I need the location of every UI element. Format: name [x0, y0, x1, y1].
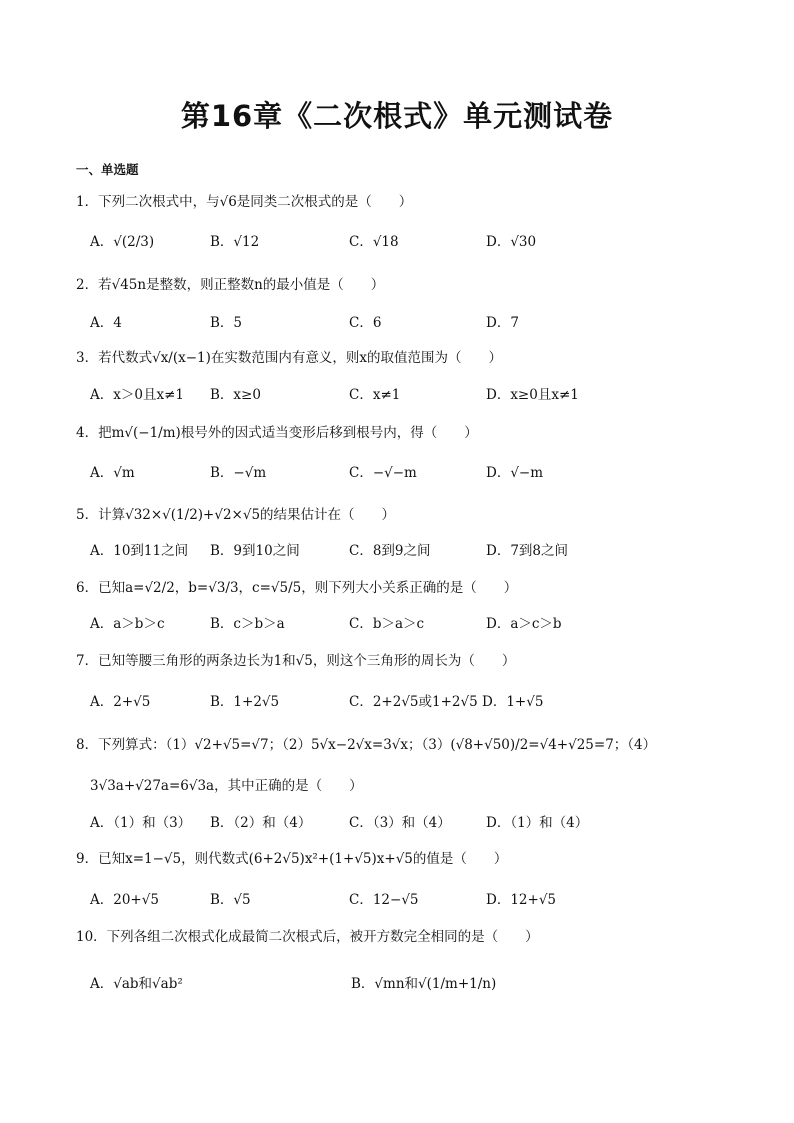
- option-b[interactable]: B．√mn和√(1/m+1/n): [351, 976, 497, 992]
- option-d[interactable]: D．7到8之间: [486, 543, 569, 559]
- question-5: 5．计算√32×√(1/2)+√2×√5的结果估计在（ ）: [76, 507, 396, 523]
- option-d[interactable]: D．（1）和（4）: [486, 815, 589, 831]
- question-8: 8．下列算式：（1）√2+√5=√7；（2）5√x−2√x=3√x；（3）(√8+√50)/2=√4+√25=7；（4）: [76, 737, 657, 753]
- option-d[interactable]: D．12+√5: [486, 892, 557, 908]
- option-b[interactable]: B．√5: [210, 892, 251, 908]
- option-c[interactable]: C．6: [349, 315, 382, 331]
- option-b[interactable]: B．c＞b＞a: [210, 616, 285, 632]
- option-c[interactable]: C．√18: [349, 234, 399, 250]
- option-d[interactable]: D．√30: [486, 234, 537, 250]
- option-d[interactable]: D．7: [486, 315, 519, 331]
- option-a[interactable]: A．20+√5: [90, 892, 159, 908]
- question-3: 3．若代数式√x/(x−1)在实数范围内有意义，则x的取值范围为（ ）: [76, 350, 503, 366]
- page-title: 第16章《二次根式》单元测试卷: [180, 99, 614, 133]
- option-a[interactable]: A．2+√5: [90, 694, 151, 710]
- question-1: 1．下列二次根式中，与√6是同类二次根式的是（ ）: [76, 194, 413, 210]
- option-c[interactable]: C．8到9之间: [349, 543, 431, 559]
- section-heading: 一、单选题: [76, 162, 139, 177]
- option-c[interactable]: C．2+2√5或1+2√5: [349, 694, 478, 710]
- option-a[interactable]: A．（1）和（3）: [90, 815, 192, 831]
- option-d[interactable]: D．1+√5: [482, 694, 544, 710]
- option-a[interactable]: A．√ab和√ab²: [90, 976, 183, 992]
- option-a[interactable]: A．4: [90, 315, 122, 331]
- option-c[interactable]: C．−√−m: [349, 465, 417, 481]
- question-4: 4．把m√(−1/m)根号外的因式适当变形后移到根号内，得（ ）: [76, 425, 478, 441]
- question-2: 2．若√45n是整数，则正整数n的最小值是（ ）: [76, 277, 385, 293]
- option-a[interactable]: A．√(2/3): [90, 234, 155, 250]
- option-b[interactable]: B．1+2√5: [210, 694, 280, 710]
- option-d[interactable]: D．x≥0且x≠1: [486, 387, 579, 403]
- option-b[interactable]: B．−√m: [210, 465, 267, 481]
- option-c[interactable]: C．（3）和（4）: [349, 815, 451, 831]
- question-6: 6．已知a=√2/2，b=√3/3，c=√5/5，则下列大小关系正确的是（ ）: [76, 580, 518, 596]
- option-c[interactable]: C．12−√5: [349, 892, 419, 908]
- option-b[interactable]: B．5: [210, 315, 243, 331]
- option-c[interactable]: C．x≠1: [349, 387, 401, 403]
- question-7: 7．已知等腰三角形的两条边长为1和√5，则这个三角形的周长为（ ）: [76, 653, 516, 669]
- option-b[interactable]: B．（2）和（4）: [210, 815, 312, 831]
- option-d[interactable]: D．a＞c＞b: [486, 616, 562, 632]
- option-b[interactable]: B．x≥0: [210, 387, 261, 403]
- question-10: 10．下列各组二次根式化成最简二次根式后，被开方数完全相同的是（ ）: [76, 929, 539, 945]
- option-c[interactable]: C．b＞a＞c: [349, 616, 425, 632]
- option-b[interactable]: B．9到10之间: [210, 543, 300, 559]
- option-a[interactable]: A．a＞b＞c: [90, 616, 165, 632]
- option-d[interactable]: D．√−m: [486, 465, 544, 481]
- option-a[interactable]: A．x＞0且x≠1: [90, 387, 184, 403]
- option-a[interactable]: A．10到11之间: [90, 543, 189, 559]
- question-8-continued: 3√3a+√27a=6√3a，其中正确的是（ ）: [90, 778, 363, 794]
- option-a[interactable]: A．√m: [90, 465, 135, 481]
- option-b[interactable]: B．√12: [210, 234, 260, 250]
- question-9: 9．已知x=1−√5，则代数式(6+2√5)x²+(1+√5)x+√5的值是（ ）: [76, 851, 508, 867]
